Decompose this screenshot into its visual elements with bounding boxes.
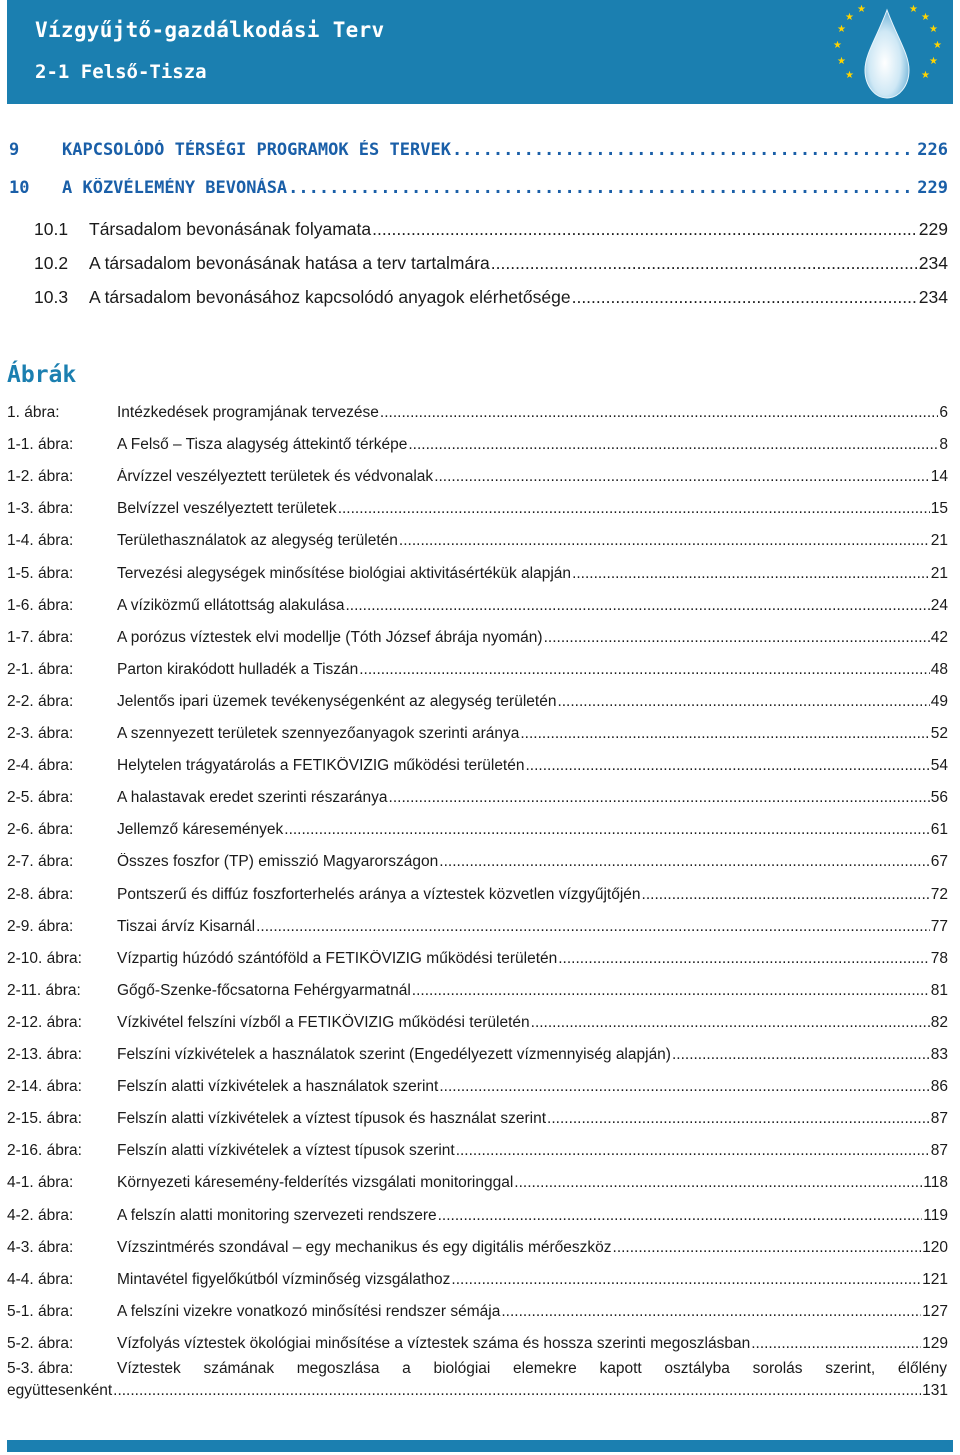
page-number: 56: [930, 789, 948, 807]
figure-label: 1-1. ábra:: [7, 436, 74, 454]
page-number: 21: [930, 532, 948, 550]
toc-figure-entry[interactable]: [0, 500, 960, 526]
figure-label: 2-16. ábra:: [7, 1142, 82, 1160]
page-number: 15: [930, 500, 948, 518]
toc-figure-entry[interactable]: [0, 1239, 960, 1265]
figure-label: 4-3. ábra:: [7, 1238, 74, 1256]
figure-title: Tiszai árvíz Kisarnál: [117, 917, 256, 935]
toc-section-10-2[interactable]: [0, 253, 960, 279]
toc-figure-entry[interactable]: [0, 1142, 960, 1168]
figure-title: Összes foszfor (TP) emisszió Magyarországon: [117, 853, 439, 871]
toc-figure-entry[interactable]: [0, 853, 960, 879]
page-number: 48: [930, 660, 948, 678]
figure-label: 1. ábra:: [7, 404, 60, 421]
toc-figure-entry[interactable]: [0, 982, 960, 1008]
figure-label: 2-8. ábra:: [7, 885, 74, 903]
figure-title: Környezeti káresemény-felderítés vizsgálati monitoringgal: [117, 1174, 514, 1192]
figure-title: A víziközmű ellátottság alakulása: [117, 596, 345, 614]
page-number: 234: [918, 287, 948, 307]
toc-figure-entry[interactable]: [0, 565, 960, 591]
figure-label: 2-2. ábra:: [7, 692, 74, 710]
toc-figure-entry[interactable]: [0, 597, 960, 623]
toc-figure-entry[interactable]: [0, 436, 960, 462]
figure-label: 5-1. ábra:: [7, 1302, 74, 1320]
svg-text:★: ★: [933, 40, 942, 51]
page-number: 86: [930, 1078, 948, 1096]
page-number: 49: [930, 692, 948, 710]
figure-title: Felszín alatti vízkivételek a víztest típusok és használat szerint: [117, 1110, 547, 1128]
toc-figure-entry[interactable]: [0, 789, 960, 815]
chapter-number: 10: [9, 178, 30, 198]
page-number: 229: [917, 178, 948, 198]
figure-label: 2-7. ábra:: [7, 853, 74, 871]
figure-label: 1-5. ábra:: [7, 564, 74, 582]
svg-text:★: ★: [845, 70, 854, 81]
figure-title: Intézkedések programjának tervezése: [117, 404, 379, 421]
toc-figure-entry[interactable]: [0, 1207, 960, 1233]
footer-bar: [7, 1440, 953, 1452]
toc-figure-entry[interactable]: [0, 918, 960, 944]
page-number: 24: [930, 596, 948, 614]
chapter-title: A KÖZVÉLEMÉNY BEVONÁSA: [62, 178, 288, 198]
figure-title-line2: együttesenként: [7, 1382, 113, 1399]
section-number: 10.3: [34, 287, 69, 307]
figure-label: 1-2. ábra:: [7, 468, 74, 486]
figure-label: 4-2. ábra:: [7, 1206, 74, 1224]
toc-figure-entry[interactable]: [0, 1335, 960, 1361]
figure-title: Felszíni vízkivételek a használatok szerint (Engedélyezett vízmennyiség alapján): [117, 1046, 671, 1063]
svg-text:★: ★: [857, 4, 866, 15]
svg-text:★: ★: [837, 24, 846, 35]
toc-section-10-3[interactable]: [0, 287, 960, 313]
toc-section-10-1[interactable]: [0, 219, 960, 245]
svg-text:★: ★: [929, 24, 938, 35]
figure-label: 2-6. ábra:: [7, 821, 74, 839]
section-number: 10.2: [34, 253, 69, 273]
figure-title: A Felső – Tisza alagység áttekintő térképe: [117, 436, 408, 454]
figure-label: 5-2. ábra:: [7, 1334, 74, 1352]
figure-title: A szennyezett területek szennyezőanyagok szerinti aránya: [117, 725, 520, 742]
page-number: 119: [923, 1206, 948, 1224]
section-number: 10.1: [34, 219, 69, 239]
toc-figure-entry[interactable]: [0, 950, 960, 976]
figure-title: Jellemző káresemények: [117, 821, 284, 839]
page-number: 229: [918, 219, 948, 239]
toc-figure-entry[interactable]: [0, 886, 960, 912]
figure-title: Pontszerű és diffúz foszforterhelés aránya a víztestek közvetlen vízgyűjtőjén: [117, 885, 641, 903]
figure-title: Jelentős ipari üzemek tevékenységenként az alegység területén: [117, 692, 557, 710]
toc-figure-entry[interactable]: [0, 629, 960, 655]
figure-label: 2-3. ábra:: [7, 725, 74, 742]
figures-heading: Ábrák: [7, 362, 77, 388]
section-title: A társadalom bevonásának hatása a terv tartalmára: [89, 253, 490, 273]
figure-title: Vízpartig húzódó szántóföld a FETIKÖVIZIG működési területén: [117, 949, 558, 967]
figure-title: Parton kirakódott hulladék a Tiszán: [117, 660, 359, 678]
svg-text:★: ★: [921, 70, 930, 81]
figure-label: 1-4. ábra:: [7, 532, 74, 550]
toc-figure-entry[interactable]: [0, 1271, 960, 1297]
toc-figure-entry[interactable]: [0, 1110, 960, 1136]
page-number: 120: [922, 1238, 948, 1256]
figure-title: Árvízzel veszélyeztett területek és védvonalak: [117, 468, 434, 486]
page-number: 42: [930, 628, 948, 646]
figure-label: 2-12. ábra:: [7, 1013, 82, 1031]
page-number: 67: [930, 853, 948, 871]
page-number: 54: [930, 757, 948, 775]
figure-label: 2-1. ábra:: [7, 660, 74, 678]
page-number: 87: [930, 1142, 948, 1160]
page-number: 118: [923, 1174, 948, 1192]
figure-label: 4-4. ábra:: [7, 1270, 74, 1288]
toc-figure-entry[interactable]: [0, 661, 960, 687]
figure-title: Vízkivétel felszíni vízből a FETIKÖVIZIG működési területén: [117, 1013, 530, 1031]
figure-title: A halastavak eredet szerinti részaránya: [117, 789, 388, 807]
toc-chapter-9[interactable]: [0, 140, 960, 166]
page-number: 129: [922, 1334, 948, 1352]
figure-title: A felszíni vizekre vonatkozó minősítési rendszer sémája: [117, 1302, 501, 1320]
page-number: 234: [918, 253, 948, 273]
svg-text:★: ★: [921, 12, 930, 23]
water-drop-eu-stars-icon: [817, 2, 957, 102]
page-number: 21: [930, 564, 948, 582]
toc-figure-entry[interactable]: [0, 1046, 960, 1072]
toc-figure-entry[interactable]: [0, 1078, 960, 1104]
toc-figure-entry[interactable]: [0, 1174, 960, 1200]
figure-title: Gőgő-Szenke-főcsatorna Fehérgyarmatnál: [117, 981, 411, 999]
svg-text:★: ★: [845, 12, 854, 23]
figure-label: 2-5. ábra:: [7, 789, 74, 807]
toc-figure-entry[interactable]: [0, 757, 960, 783]
toc-chapter-10[interactable]: [0, 178, 960, 204]
figure-title: Mintavétel figyelőkútból vízminőség vizsgálathoz: [117, 1270, 451, 1288]
toc-figure-entry[interactable]: [0, 404, 960, 430]
page-number: 6: [939, 404, 948, 421]
page-number: 82: [930, 1013, 948, 1031]
figure-label: 2-15. ábra:: [7, 1110, 82, 1128]
figure-title: Vízszintmérés szondával – egy mechanikus és egy digitális mérőeszköz: [117, 1238, 612, 1256]
figure-label: 2-14. ábra:: [7, 1078, 82, 1096]
figure-label: 4-1. ábra:: [7, 1174, 74, 1192]
figure-label: 5-3. ábra:: [7, 1360, 74, 1377]
page-number: 87: [930, 1110, 948, 1128]
header-subtitle: 2-1 Felső-Tisza: [35, 61, 207, 83]
section-title: A társadalom bevonásához kapcsolódó anyagok elérhetősége: [89, 287, 571, 307]
page-number: 81: [930, 981, 948, 999]
figure-title: A felszín alatti monitoring szervezeti rendszere: [117, 1206, 437, 1224]
chapter-number: 9: [9, 140, 20, 160]
toc-figure-entry[interactable]: [0, 1014, 960, 1040]
page-number: 83: [930, 1046, 948, 1063]
svg-text:★: ★: [837, 56, 846, 67]
figure-label: 2-9. ábra:: [7, 917, 74, 935]
page-number: 61: [930, 821, 948, 839]
section-title: Társadalom bevonásának folyamata: [89, 219, 372, 239]
svg-text:★: ★: [833, 40, 842, 51]
figure-title: Belvízzel veszélyeztett területek: [117, 500, 337, 518]
page-number: 77: [930, 917, 948, 935]
page-number: 121: [922, 1270, 948, 1288]
figure-title: Tervezési alegységek minősítése biológiai aktivitásértékük alapján: [117, 564, 572, 582]
figure-title-line1: Víztestek számának megoszlása a biológiai elemekre kapott osztályba sorolás szerint, élőlény: [117, 1360, 947, 1377]
figure-label: 2-11. ábra:: [7, 981, 81, 999]
chapter-title: KAPCSOLÓDÓ TÉRSÉGI PROGRAMOK ÉS TERVEK: [62, 140, 451, 160]
toc-figure-entry[interactable]: [0, 468, 960, 494]
toc-figure-entry[interactable]: [0, 725, 960, 751]
svg-text:★: ★: [929, 56, 938, 67]
figure-label: 2-10. ábra:: [7, 949, 82, 967]
page-number: 127: [922, 1302, 948, 1320]
header-title: Vízgyűjtő-gazdálkodási Terv: [35, 18, 385, 42]
page-number: 72: [930, 885, 948, 903]
page-number: 14: [930, 468, 948, 486]
figure-title: Felszín alatti vízkivételek a használatok szerint: [117, 1078, 439, 1096]
page-number: 131: [922, 1382, 948, 1399]
page-number: 8: [939, 436, 948, 454]
toc-figure-entry[interactable]: [0, 821, 960, 847]
figure-title: A porózus víztestek elvi modellje (Tóth József ábrája nyomán): [117, 628, 543, 646]
figure-title: Vízfolyás víztestek ökológiai minősítése a víztestek száma és hossza szerinti megoszlásban: [117, 1334, 751, 1352]
svg-text:★: ★: [909, 4, 918, 15]
figure-title: Felszín alatti vízkivételek a víztest típusok szerint: [117, 1142, 455, 1160]
figure-label: 1-3. ábra:: [7, 500, 74, 518]
page-number: 78: [930, 949, 948, 967]
page-number: 52: [930, 725, 948, 742]
page-number: 226: [917, 140, 948, 160]
figure-label: 1-7. ábra:: [7, 628, 74, 646]
toc-figure-entry[interactable]: [0, 1303, 960, 1329]
toc-figure-entry[interactable]: [0, 532, 960, 558]
figure-label: 1-6. ábra:: [7, 596, 74, 614]
toc-figure-entry[interactable]: [0, 693, 960, 719]
page-header: [7, 0, 953, 104]
figure-title: Területhasználatok az alegység területén: [117, 532, 398, 550]
figure-label: 2-13. ábra:: [7, 1046, 82, 1063]
figure-label: 2-4. ábra:: [7, 757, 74, 775]
toc-figure-last[interactable]: [0, 1360, 960, 1404]
figure-title: Helytelen trágyatárolás a FETIKÖVIZIG működési területén: [117, 757, 525, 775]
